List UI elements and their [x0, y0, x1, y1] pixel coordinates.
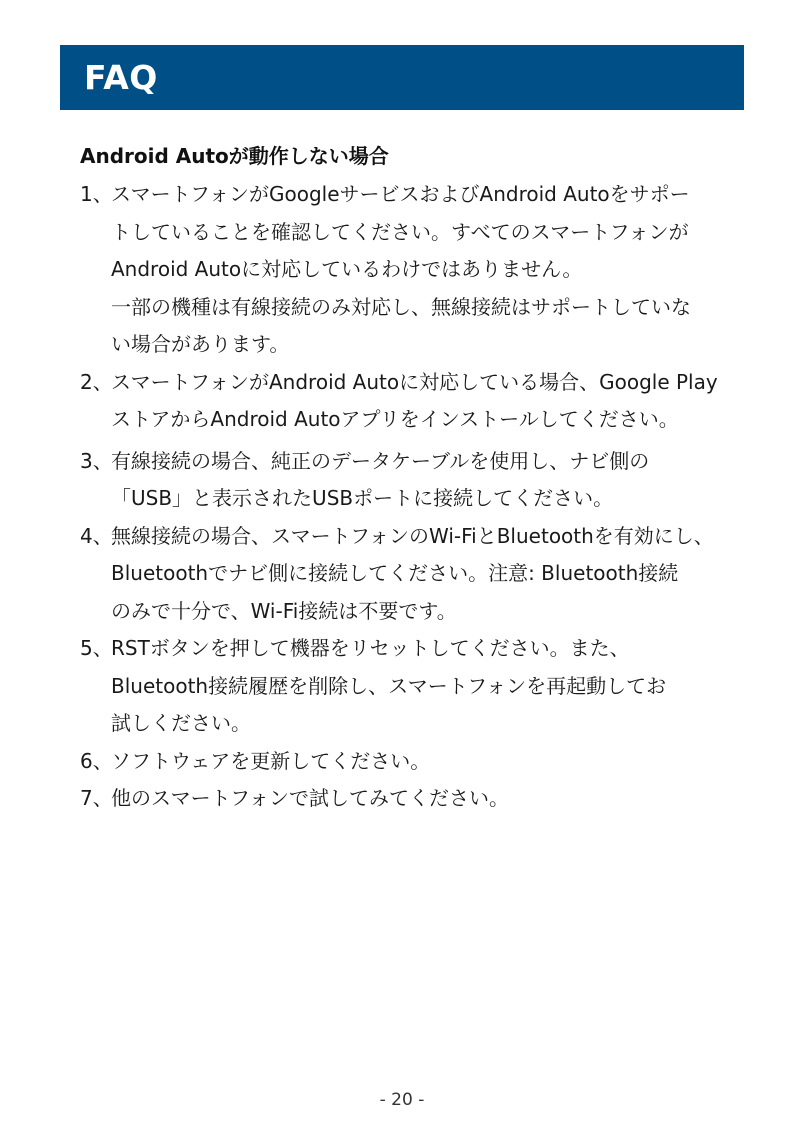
- item-text-line: 試しください。: [111, 711, 251, 735]
- faq-item-3: [80, 443, 780, 518]
- item-number: 7、: [80, 786, 113, 810]
- item-text-line: ソフトウェアを更新してください。: [111, 748, 431, 773]
- faq-header-bar: [60, 45, 744, 110]
- item-text-line: ストアからAndroid Autoアプリをインストールしてください。: [111, 407, 679, 431]
- item-text-line: 有線接続の場合、純正のデータケーブルを使用し、ナビ側の: [111, 448, 650, 473]
- item-number: 4、: [80, 523, 113, 548]
- item-number: 6、: [80, 748, 113, 773]
- item-text-line: い場合があります。: [111, 332, 290, 356]
- item-text-line: 他のスマートフォンで試してみてください。: [111, 786, 509, 810]
- item-text-line: Bluetooth接続履歴を削除し、スマートフォンを再起動してお: [111, 673, 667, 698]
- faq-item-6: [80, 743, 780, 781]
- item-number: 3、: [80, 448, 113, 473]
- faq-item-1: [80, 176, 780, 364]
- page-number: - 20 -: [379, 1090, 425, 1110]
- faq-list: [80, 176, 780, 818]
- item-text-line: トしていることを確認してください。すべてのスマートフォンが: [111, 219, 689, 244]
- faq-item-2: [80, 364, 780, 439]
- item-text-line: RSTボタンを押して機器をリセットしてください。また、: [111, 636, 630, 660]
- item-text-line: 一部の機種は有線接続のみ対応し、無線接続はサポートしていな: [111, 294, 691, 319]
- item-number: 1、: [80, 182, 113, 206]
- faq-item-5: [80, 630, 780, 743]
- item-text-line: 「USB」と表示されたUSBポートに接続してください。: [111, 486, 614, 510]
- item-number: 2、: [80, 369, 113, 394]
- faq-item-4: [80, 518, 780, 631]
- item-text-line: スマートフォンがAndroid Autoに対応している場合、Google Play: [111, 369, 718, 394]
- item-text-line: Bluetoothでナビ側に接続してください。注意: Bluetooth接続: [111, 561, 679, 585]
- item-text-line: Android Autoに対応しているわけではありません。: [111, 257, 583, 281]
- section-heading: Android Autoが動作しない場合: [80, 144, 389, 168]
- faq-item-7: [80, 780, 780, 818]
- item-number: 5、: [80, 636, 113, 660]
- item-text-line: スマートフォンがGoogleサービスおよびAndroid Autoをサポー: [111, 182, 690, 206]
- page-title: FAQ: [84, 58, 158, 97]
- item-text-line: 無線接続の場合、スマートフォンのWi-FiとBluetoothを有効にし、: [111, 523, 714, 548]
- item-text-line: のみで十分で、Wi-Fi接続は不要です。: [111, 598, 457, 623]
